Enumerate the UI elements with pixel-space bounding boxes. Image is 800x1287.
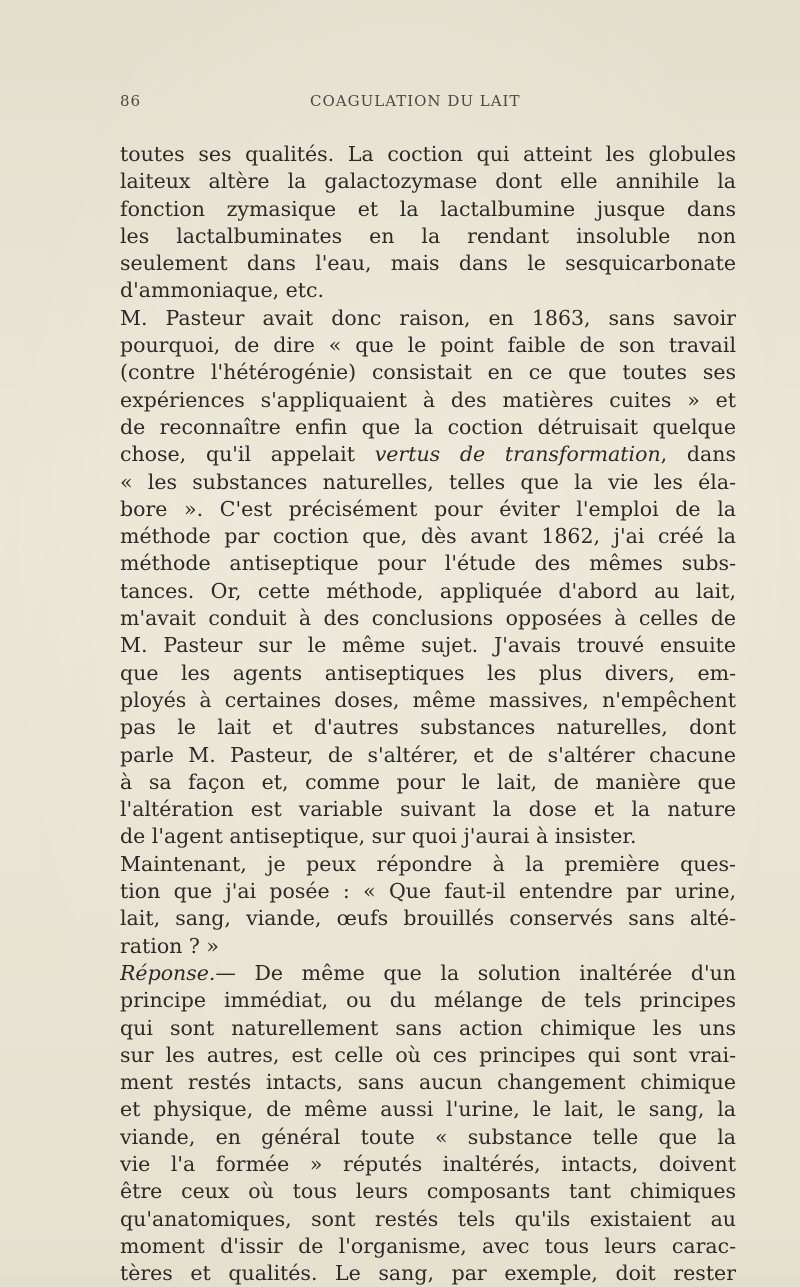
- text-line: principe immédiat, ou du mélange de tels principes: [120, 988, 736, 1013]
- text-fragment: , dans: [660, 442, 736, 467]
- text-line: que les agents antiseptiques les plus divers, em-: [120, 660, 736, 685]
- page-number: 86: [120, 92, 142, 110]
- text-line: méthode par coction que, dès avant 1862, j'ai créé la: [120, 524, 736, 549]
- text-line: les lactalbuminates en la rendant insoluble non: [120, 223, 736, 248]
- text-line: (contre l'hétérogénie) consistait en ce que toutes ses: [120, 360, 736, 385]
- text-line: ployés à certaines doses, même massives, n'empêchent: [120, 687, 736, 712]
- text-line: ration ? »: [120, 933, 219, 958]
- text-line: laiteux altère la galactozymase dont elle annihile la: [120, 169, 736, 194]
- text-line: à sa façon et, comme pour le lait, de manière que: [120, 769, 736, 794]
- text-line: m'avait conduit à des conclusions opposées à celles de: [120, 606, 736, 631]
- text-line: « les substances naturelles, telles que la vie les éla-: [120, 469, 736, 494]
- running-title: COAGULATION DU LAIT: [310, 92, 521, 110]
- text-line: et physique, de même aussi l'urine, le lait, le sang, la: [120, 1097, 736, 1122]
- text-line: tères et qualités. Le sang, par exemple, doit rester: [120, 1261, 736, 1286]
- text-line: pas le lait et d'autres substances naturelles, dont: [120, 715, 736, 740]
- text-line: qui sont naturellement sans action chimique les uns: [120, 1015, 736, 1040]
- text-line: être ceux où tous leurs composants tant chimiques: [120, 1179, 736, 1204]
- text-line: sur les autres, est celle où ces principes qui sont vrai-: [120, 1042, 736, 1067]
- text-line: parle M. Pasteur, de s'altérer, et de s'altérer chacune: [120, 742, 736, 767]
- text-line: [120, 960, 736, 987]
- text-line: seulement dans l'eau, mais dans le sesquicarbonate: [120, 251, 736, 276]
- text-line: d'ammoniaque, etc.: [120, 278, 325, 303]
- text-line: viande, en général toute « substance telle que la: [120, 1124, 736, 1149]
- text-fragment: chose, qu'il appelait: [120, 442, 375, 467]
- text-line: fonction zymasique et la lactalbumine jusque dans: [120, 196, 736, 221]
- text-line: [120, 441, 736, 468]
- italic-text: Réponse.: [120, 960, 216, 985]
- text-line: tances. Or, cette méthode, appliquée d'abord au lait,: [120, 578, 736, 603]
- text-line: bore ». C'est précisément pour éviter l'emploi de la: [120, 496, 736, 521]
- text-line: ment restés intacts, sans aucun changement chimique: [120, 1070, 736, 1095]
- text-line: l'altération est variable suivant la dose et la nature: [120, 797, 736, 822]
- text-fragment: — De même que la solution inaltérée d'un: [215, 960, 736, 985]
- text-line: expériences s'appliquaient à des matières cuites » et: [120, 387, 736, 412]
- text-line: pourquoi, de dire « que le point faible de son travail: [120, 333, 736, 358]
- text-line: vie l'a formée » réputés inaltérés, intacts, doivent: [120, 1151, 736, 1176]
- text-line: tion que j'ai posée : « Que faut-il entendre par urine,: [120, 879, 736, 904]
- running-header: [120, 92, 740, 116]
- text-line: toutes ses qualités. La coction qui atteint les globules: [120, 142, 736, 166]
- italic-text: vertus de transformation: [374, 442, 661, 467]
- text-line: Maintenant, je peux répondre à la première ques-: [120, 851, 736, 876]
- text-line: de reconnaître enfin que la coction détruisait quelque: [120, 414, 736, 439]
- text-line: moment d'issir de l'organisme, avec tous leurs carac-: [120, 1233, 736, 1258]
- text-line: méthode antiseptique pour l'étude des mêmes subs-: [120, 551, 736, 576]
- text-line: M. Pasteur avait donc raison, en 1863, sans savoir: [120, 305, 736, 330]
- text-line: lait, sang, viande, œufs brouillés conservés sans alté-: [120, 906, 736, 931]
- body-text: [120, 141, 736, 1287]
- text-line: M. Pasteur sur le même sujet. J'avais trouvé ensuite: [120, 633, 736, 658]
- text-line: qu'anatomiques, sont restés tels qu'ils existaient au: [120, 1206, 736, 1231]
- text-line: de l'agent antiseptique, sur quoi j'aurai à insister.: [120, 824, 637, 849]
